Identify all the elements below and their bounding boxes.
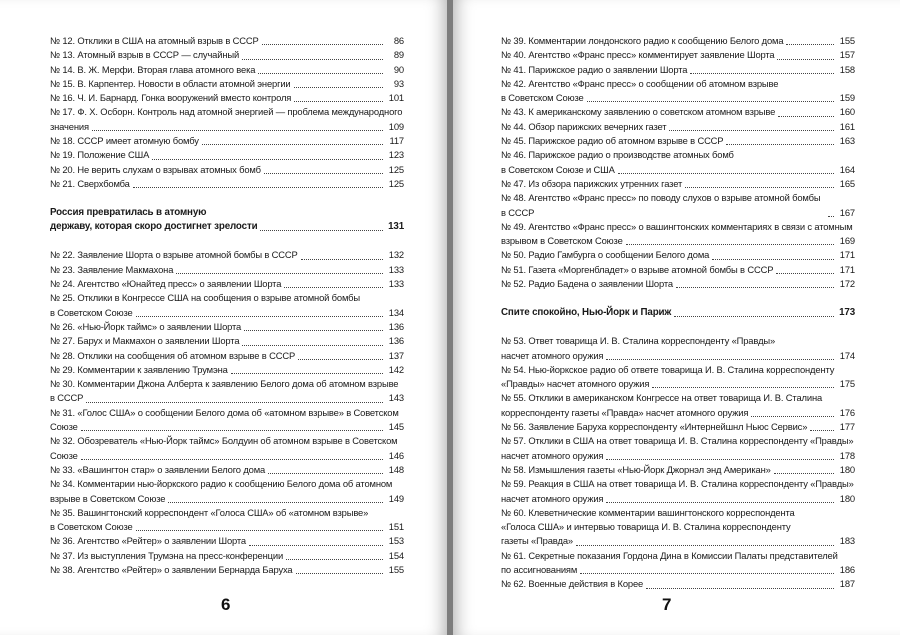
dot-leader [268,472,383,474]
toc-page-ref: 90 [393,63,404,75]
toc-entry-row [501,534,855,548]
toc-page-ref: 167 [839,206,855,218]
dot-leader [646,587,834,589]
toc-page-ref: 172 [839,278,855,290]
dot-leader [778,115,834,117]
dot-leader [674,315,834,317]
dot-leader [580,572,834,574]
toc-entry[interactable] [50,105,404,134]
toc-entry-text-line: в Советском Союзе [501,92,584,104]
dot-leader [262,43,383,45]
toc-entry[interactable] [50,77,404,91]
toc-entry-row [50,306,404,320]
toc-entry-row [50,391,404,405]
toc-entry[interactable] [501,134,855,148]
toc-entry[interactable] [50,477,404,506]
dot-leader [828,215,834,217]
toc-entry[interactable] [501,549,855,578]
toc-entry[interactable] [501,77,855,106]
toc-entry-text-line: № 57. Отклики в США на ответ товарища И. В. Сталина корреспонденту «Правды» [501,435,854,447]
toc-page-ref: 186 [839,563,855,575]
toc-page-ref: 89 [393,49,404,61]
toc-spacer [50,234,404,248]
toc-entry[interactable] [50,534,404,548]
toc-entry-text-line: № 58. Измышления газеты «Нью-Йорк Джорнэл энд Американ» [501,463,771,475]
toc-entry-text-line: № 28. Отклики на сообщения об атомном взрыве в СССР [50,349,296,361]
toc-entry[interactable] [50,363,404,377]
toc-page-ref: 125 [388,177,404,189]
toc-entry[interactable] [501,391,855,420]
toc-page-ref: 133 [388,278,404,290]
toc-entry-text-line: Союзе [50,449,78,461]
toc-page-ref: 151 [388,521,404,533]
toc-entry[interactable] [501,105,855,119]
toc-page-ref: 175 [839,378,855,390]
toc-entry-row [501,63,855,77]
toc-page-ref: 134 [388,306,404,318]
toc-entry-row [50,120,404,134]
toc-page-ref: 171 [839,263,855,275]
toc-entry-text-line: № 25. Отклики в Конгрессе США на сообщения о взрыве атомной бомбы [50,292,360,304]
toc-entry[interactable] [501,277,855,291]
toc-entry[interactable] [50,463,404,477]
dot-leader [296,572,384,574]
toc-page-ref: 180 [839,463,855,475]
toc-entry-text-line: № 33. «Вашингтон стар» о заявлении Белого дома [50,463,266,475]
dot-leader [231,372,383,374]
toc-entry-row [50,334,404,348]
dot-leader [298,358,383,360]
toc-entry-text-line: насчет атомного оружия [501,349,604,361]
toc-entry[interactable] [50,291,404,320]
dot-leader [587,100,834,102]
toc-entry-text-line: № 49. Агентство «Франс пресс» о вашингтонских комментариях в связи с атомным [501,220,853,232]
left-page [0,0,447,635]
toc-entry-text-line: № 43. К американскому заявлению о советском атомном взрыве [501,106,776,118]
toc-entry-row [50,349,404,363]
toc-entry-text-line: № 35. Вашингтонский корреспондент «Голоса США» об «атомном взрыве» [50,506,369,518]
dot-leader [81,429,383,431]
toc-page-ref: 161 [839,120,855,132]
toc-entry-text-line: № 44. Обзор парижских вечерних газет [501,120,667,132]
toc-entry-row [50,420,404,434]
toc-entry-text-line: № 13. Атомный взрыв в СССР — случайный [50,49,240,61]
dot-leader [244,329,383,331]
toc-page-ref: 149 [388,492,404,504]
dot-leader [626,243,834,245]
toc-entry-text-line: взрывом в Советском Союзе [501,235,623,247]
toc-entry-text-line: № 46. Парижское радио о производстве атомных бомб [501,149,734,161]
toc-entry-row [50,320,404,334]
toc-entry-text-line: насчет атомного оружия [501,449,604,461]
toc-entry-text-line: № 14. В. Ж. Мерфи. Вторая глава атомного века [50,63,256,75]
toc-entry-text-line: в Советском Союзе [50,521,133,533]
dot-leader [576,544,834,546]
dot-leader [284,286,383,288]
toc-entry[interactable] [501,263,855,277]
right-page [453,0,900,635]
toc-entry-row [501,105,855,119]
dot-leader [606,501,834,503]
toc-entry-row [501,406,855,420]
dot-leader [168,501,383,503]
toc-entry-text-line: № 29. Комментарии к заявлению Трумэна [50,363,228,375]
toc-entry-text-line: № 27. Барух и Макмахон о заявлении Шорта [50,335,240,347]
dot-leader [136,529,383,531]
toc-page-ref: 174 [839,349,855,361]
toc-entry-text-line: № 50. Радио Гамбурга о сообщении Белого дома [501,249,710,261]
toc-entry-row [50,91,404,105]
toc-entry-text-line: № 30. Комментарии Джона Алберта к заявлению Белого дома об атомном взрыве [50,378,399,390]
toc-entry-row [50,449,404,463]
toc-entry[interactable] [50,349,404,363]
toc-entry[interactable] [501,420,855,434]
toc-entry-row [501,463,855,477]
dot-leader [774,472,834,474]
toc-entry-row [50,534,404,548]
toc-page-ref: 164 [839,163,855,175]
toc-page-ref: 171 [839,249,855,261]
toc-entry-text-line: № 32. Обозреватель «Нью-Йорк таймс» Болдуин об атомном взрыве в Советском [50,435,398,447]
toc-entry[interactable] [501,577,855,591]
toc-page-ref: 177 [839,421,855,433]
toc-entry-row [501,191,855,220]
toc-entry-text-line: № 23. Заявление Макмахона [50,263,174,275]
dot-leader [260,229,383,231]
toc-entry[interactable] [50,148,404,162]
toc-entry-row [501,377,855,391]
toc-entry-text-line: № 34. Комментарии нью-йоркского радио к сообщению Белого дома об атомном [50,478,393,490]
dot-leader [676,286,834,288]
dot-leader [726,143,834,145]
toc-entry-text-line: № 20. Не верить слухам о взрывах атомных бомб [50,163,261,175]
toc-entry-text-line: Россия превратилась в атомную [50,206,207,218]
toc-entry-row [50,134,404,148]
dot-leader [606,458,834,460]
toc-entry-text-line: № 61. Секретные показания Гордона Дина в Комиссии Палаты представителей [501,549,838,561]
toc-entry[interactable] [50,134,404,148]
dot-leader [669,129,834,131]
toc-entry-row [50,363,404,377]
toc-page-ref: 145 [388,421,404,433]
toc-section-heading[interactable] [50,206,404,235]
toc-page-ref: 143 [388,392,404,404]
dot-leader [286,558,383,560]
toc-page-ref: 132 [388,249,404,261]
dot-leader [81,458,383,460]
toc-entry-text-line: № 38. Агентство «Рейтер» о заявлении Бернарда Баруха [50,563,293,575]
toc-page-ref: 157 [839,49,855,61]
toc-entry[interactable] [50,563,404,577]
dot-leader [242,58,383,60]
toc-entry[interactable] [501,63,855,77]
toc-spacer [50,191,404,205]
toc-entry-text-line: № 12. Отклики в США на атомный взрыв в СССР [50,35,259,46]
toc-entry-text-line: № 53. Ответ товарища И. В. Сталина корреспонденту «Правды» [501,335,776,347]
toc-page-ref: 160 [839,106,855,118]
toc-page-ref: 131 [388,220,404,232]
dot-leader [712,258,834,260]
toc-entry[interactable] [501,434,855,463]
toc-entry-row [501,134,855,148]
toc-entry[interactable] [501,148,855,177]
dot-leader [176,272,383,274]
toc-page-ref: 137 [388,349,404,361]
toc-entry-row [50,63,404,77]
toc-entry[interactable] [501,463,855,477]
toc-entry-row [50,463,404,477]
toc-entry-text-line: № 36. Агентство «Рейтер» о заявлении Шорта [50,535,246,547]
toc-entry-text-line: № 19. Положение США [50,149,150,161]
toc-entry[interactable] [501,48,855,62]
toc-entry-text-line: № 40. Агентство «Франс пресс» комментирует заявление Шорта [501,49,775,61]
toc-entry-text-line: № 52. Радио Бадена о заявлении Шорта [501,278,673,290]
toc-entry[interactable] [50,377,404,406]
toc-page-ref: 125 [388,163,404,175]
toc-entry[interactable] [501,191,855,220]
toc-entry[interactable] [50,91,404,105]
toc-page-ref: 133 [388,263,404,275]
toc-entry-text-line: в Советском Союзе [50,306,133,318]
toc-entry-text-line: корреспонденту газеты «Правда» насчет атомного оружия [501,406,749,418]
toc-page-ref: 159 [839,92,855,104]
toc-page-ref: 86 [393,35,404,46]
toc-entry[interactable] [501,248,855,262]
toc-page-ref: 180 [839,492,855,504]
toc-page-ref: 154 [388,549,404,561]
toc-page-ref: 93 [393,77,404,89]
toc-entry-row [50,520,404,534]
toc-entry-text-line: № 22. Заявление Шорта о взрыве атомной бомбы в СССР [50,249,298,261]
toc-entry-text-line: «Голоса США» и интервью товарища И. В. Сталина корреспонденту [501,521,791,533]
toc-entry[interactable] [50,63,404,77]
toc-entry-text-line: № 41. Парижское радио о заявлении Шорта [501,63,688,75]
toc-entry-row [501,234,855,248]
toc-entry-text-line: № 60. Клеветнические комментарии вашингтонского корреспондента [501,506,795,518]
toc-section-heading[interactable] [501,306,855,320]
dot-leader [618,172,834,174]
toc-page-ref: 173 [839,306,855,318]
toc-entry-row [50,163,404,177]
dot-leader [92,129,383,131]
toc-page-ref: 169 [839,235,855,247]
toc-entry[interactable] [50,177,404,191]
toc-entry-row [501,263,855,277]
dot-leader [294,86,383,88]
toc-page-ref: 109 [388,120,404,132]
toc-entry-row [501,34,855,48]
dot-leader [777,58,834,60]
toc-page-ref: 101 [388,92,404,104]
toc-page-ref: 178 [839,449,855,461]
toc-entry-row [501,120,855,134]
toc-page-ref: 136 [388,335,404,347]
toc-entry-row [50,549,404,563]
toc-entry[interactable] [50,34,404,48]
dot-leader [202,143,383,145]
toc-entry-row [50,148,404,162]
toc-entry-text-line: № 42. Агентство «Франс пресс» о сообщении об атомном взрыве [501,77,779,89]
toc-entry-row [50,492,404,506]
toc-entry[interactable] [501,506,855,549]
toc-page-ref: 183 [839,535,855,547]
toc-entry-row [50,563,404,577]
toc-entry-text-line: № 54. Нью-йоркское радио об ответе товарища И. В. Сталина корреспонденту [501,363,835,375]
dot-leader [751,415,834,417]
toc-entry-text-line: № 31. «Голос США» о сообщении Белого дома об «атомном взрыве» в Советском [50,406,399,418]
toc-entry-row [501,563,855,577]
toc-entry-row [501,349,855,363]
toc-entry-text-line: № 39. Комментарии лондонского радио к сообщению Белого дома [501,35,784,46]
toc-entry-text-line: № 37. Из выступления Трумэна на пресс-конференции [50,549,284,561]
toc-entry[interactable] [50,48,404,62]
toc-entry-row [50,34,404,48]
toc-entry-row [501,577,855,591]
dot-leader [133,186,383,188]
toc-entry-text-line: № 21. Сверхбомба [50,177,130,189]
dot-leader [606,358,834,360]
toc-entry-text-line: № 47. Из обзора парижских утренних газет [501,177,683,189]
toc-entry[interactable] [501,363,855,392]
dot-leader [258,72,383,74]
toc-entry[interactable] [50,506,404,535]
dot-leader [152,158,383,160]
toc-entry[interactable] [501,477,855,506]
toc-entry-text-line: № 62. Военные действия в Корее [501,578,644,590]
toc-entry-text-line: № 18. СССР имеет атомную бомбу [50,135,199,147]
toc-entry-row [50,220,404,234]
toc-entry-row [50,248,404,262]
toc-entry-text-line: в Советском Союзе и США [501,163,615,175]
toc-entry-text-line: № 59. Реакция в США на ответ товарища И. В. Сталина корреспонденту «Правды» [501,478,854,490]
dot-leader [685,186,834,188]
toc-entry-text-line: № 56. Заявление Баруха корреспонденту «Интернейшнл Ньюс Сервис» [501,421,808,433]
toc-entry-text-line: Спите спокойно, Нью-Йорк и Париж [501,306,672,318]
toc-page-ref: 142 [388,363,404,375]
toc-entry[interactable] [50,320,404,334]
toc-entry[interactable] [501,34,855,48]
toc-entry-text-line: № 26. «Нью-Йорк таймс» о заявлении Шорта [50,320,242,332]
toc-page-ref: 176 [839,406,855,418]
toc-entry-text-line: № 15. В. Карпентер. Новости в области атомной энергии [50,77,291,89]
toc-entry-row [50,277,404,291]
toc-entry[interactable] [50,549,404,563]
toc-entry-row [501,48,855,62]
toc-entry-text-line: взрыве в Советском Союзе [50,492,166,504]
toc-entry-text-line: значения [50,120,89,132]
toc-entry-row [50,48,404,62]
toc-spacer [501,320,855,334]
toc-page-ref: 163 [839,135,855,147]
toc-page-ref: 123 [388,149,404,161]
dot-leader [652,386,834,388]
toc-page-ref: 158 [839,63,855,75]
toc-entry[interactable] [50,334,404,348]
dot-leader [136,315,383,317]
toc-entry-text-line: «Правды» насчет атомного оружия [501,378,650,390]
toc-entry-text-line: по ассигнованиям [501,563,578,575]
toc-entry[interactable] [501,120,855,134]
toc-page-ref: 148 [388,463,404,475]
toc-entry-text-line: № 16. Ч. И. Барнард. Гонка вооружений вместо контроля [50,92,292,104]
toc-page-ref: 136 [388,320,404,332]
toc-entry-row [501,277,855,291]
toc-entry-row [501,177,855,191]
toc-entry-text-line: в СССР [50,392,84,404]
toc-entry-row [50,177,404,191]
page-number-right: 7 [662,595,672,614]
toc-entry-text-line: насчет атомного оружия [501,492,604,504]
toc-entry-row [50,263,404,277]
toc-entry-text-line: № 17. Ф. Х. Осборн. Контроль над атомной энергией — проблема международного [50,106,403,118]
dot-leader [786,43,834,45]
toc-entry[interactable] [50,277,404,291]
toc-right [501,34,855,592]
dot-leader [810,429,834,431]
toc-entry-text-line: № 51. Газета «Моргенбладет» о взрыве атомной бомбы в СССР [501,263,774,275]
toc-left [50,34,404,577]
toc-entry-row [501,306,855,320]
toc-entry-row [501,449,855,463]
toc-entry[interactable] [50,248,404,262]
toc-entry[interactable] [501,220,855,249]
page-number-left: 6 [221,595,231,614]
toc-entry-row [501,492,855,506]
toc-entry-text-line: № 55. Отклики в американском Конгрессе на ответ товарища И. В. Сталина [501,392,823,404]
dot-leader [776,272,834,274]
toc-entry[interactable] [50,263,404,277]
toc-entry-text-line: № 48. Агентство «Франс пресс» по поводу слухов о взрыве атомной бомбы в СССР [501,192,821,218]
toc-page-ref: 155 [839,35,855,46]
toc-page-ref: 153 [388,535,404,547]
dot-leader [242,344,383,346]
dot-leader [264,172,383,174]
toc-entry[interactable] [50,163,404,177]
toc-page-ref: 155 [388,563,404,575]
toc-page-ref: 187 [839,578,855,590]
toc-entry-row [50,77,404,91]
dot-leader [86,401,383,403]
toc-entry-row [501,163,855,177]
toc-entry-row [501,420,855,434]
toc-page-ref: 165 [839,177,855,189]
toc-entry-text-line: № 45. Парижское радио об атомном взрыве в СССР [501,135,724,147]
toc-entry-row [501,248,855,262]
toc-entry[interactable] [50,406,404,435]
toc-entry[interactable] [501,334,855,363]
dot-leader [690,72,834,74]
toc-entry-text-line: газеты «Правда» [501,535,573,547]
toc-entry[interactable] [501,177,855,191]
toc-entry-text-line: державу, которая скоро достигнет зрелости [50,220,258,232]
toc-entry[interactable] [50,434,404,463]
toc-spacer [501,291,855,305]
toc-entry-text-line: № 24. Агентство «Юнайтед пресс» о заявлении Шорта [50,278,282,290]
dot-leader [249,544,383,546]
toc-entry-text-line: Союзе [50,421,78,433]
toc-page-ref: 146 [388,449,404,461]
toc-entry-row [501,91,855,105]
dot-leader [294,100,383,102]
toc-page-ref: 117 [389,135,404,147]
dot-leader [301,258,383,260]
